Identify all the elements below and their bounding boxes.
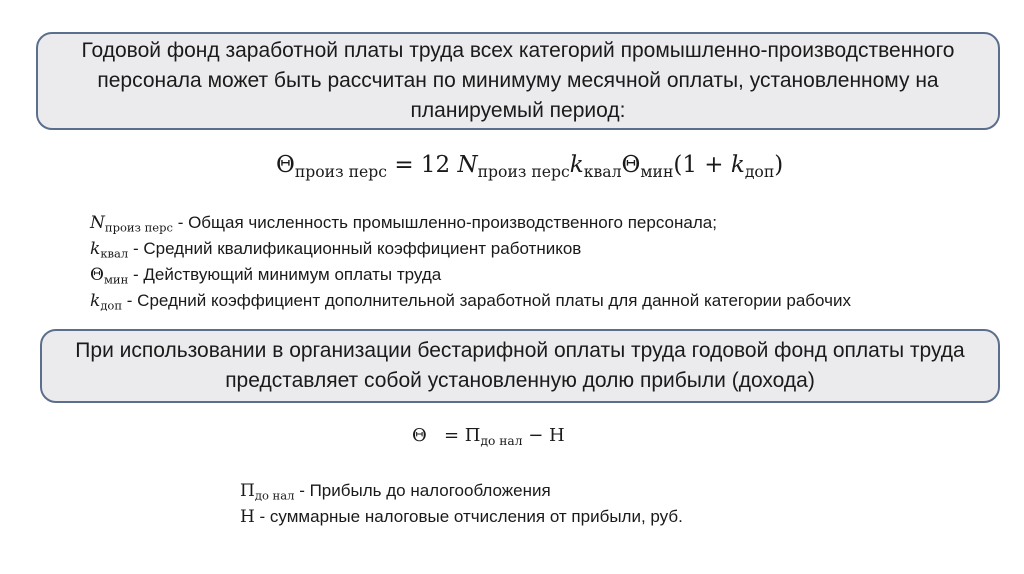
formula2-h-symbol: Н — [549, 425, 565, 446]
formula1-lhs-subscript: произ перс — [294, 162, 387, 181]
formula2-p-symbol: П — [464, 425, 481, 446]
formula1-paren-open: (1 + — [673, 152, 724, 178]
definition-symbol: k — [90, 239, 101, 259]
definition-symbol: N — [90, 213, 105, 233]
definition-row — [90, 262, 851, 288]
definition-subscript: мин — [103, 272, 129, 287]
formula1-theta-subscript: мин — [640, 162, 674, 181]
definition-text: - Действующий минимум оплаты труда — [128, 265, 442, 284]
formula1-k2-subscript: доп — [744, 162, 775, 181]
formula1-k1-subscript: квал — [583, 162, 622, 181]
profit-share-text: При использовании в организации бестарифной оплаты труда годовой фонд оплаты труда представляет собой установленную долю прибыли (дохода) — [75, 339, 965, 392]
formula2-p-subscript: до нал — [480, 433, 523, 448]
definition-symbol: Н — [240, 507, 255, 527]
formula1-lhs-symbol: Θ — [276, 152, 295, 178]
definition-text: - Средний коэффициент дополнительной заработной платы для данной категории рабочих — [122, 291, 851, 310]
definition-row — [240, 504, 683, 530]
definition-row — [240, 478, 683, 504]
definition-subscript: произ перс — [104, 220, 173, 235]
profit-based-formula — [412, 425, 565, 446]
formula1-n-subscript: произ перс — [477, 162, 570, 181]
intro-text: Годовой фонд заработной платы труда всех категорий промышленно-производственного персонала может быть рассчитан по минимуму месячной оплаты, установленному на планируемый период: — [81, 39, 955, 122]
formula1-paren-close: ) — [774, 152, 784, 178]
definition-symbol: Θ — [90, 265, 104, 285]
formula1-coefficient: 12 — [420, 152, 451, 178]
formula2-definitions — [240, 478, 683, 530]
definition-text: - Средний квалификационный коэффициент работников — [128, 239, 582, 258]
definition-text: - Общая численность промышленно-производственного персонала; — [172, 213, 717, 232]
formula1-definitions — [90, 210, 851, 314]
profit-share-text-box — [40, 329, 1000, 403]
payroll-fund-formula — [276, 152, 784, 181]
formula1-equals: = — [394, 152, 414, 178]
definition-row — [90, 288, 851, 314]
formula2-equals: = — [443, 425, 460, 446]
formula2-minus: − — [528, 425, 544, 446]
definition-subscript: до нал — [254, 488, 295, 503]
definition-subscript: доп — [100, 298, 123, 313]
definition-symbol: П — [240, 481, 255, 501]
definition-text: - Прибыль до налогообложения — [294, 481, 551, 500]
definition-symbol: k — [90, 291, 101, 311]
definition-subscript: квал — [100, 246, 129, 261]
formula1-k1-symbol: k — [569, 152, 584, 178]
intro-text-box — [36, 32, 1000, 130]
formula2-lhs-symbol: Θ — [412, 425, 427, 446]
definition-row — [90, 236, 851, 262]
formula1-n-symbol: N — [457, 152, 478, 178]
formula1-theta-symbol: Θ — [621, 152, 641, 178]
definition-row — [90, 210, 851, 236]
formula1-k2-symbol: k — [730, 152, 745, 178]
definition-text: - суммарные налоговые отчисления от прибыли, руб. — [254, 507, 683, 526]
